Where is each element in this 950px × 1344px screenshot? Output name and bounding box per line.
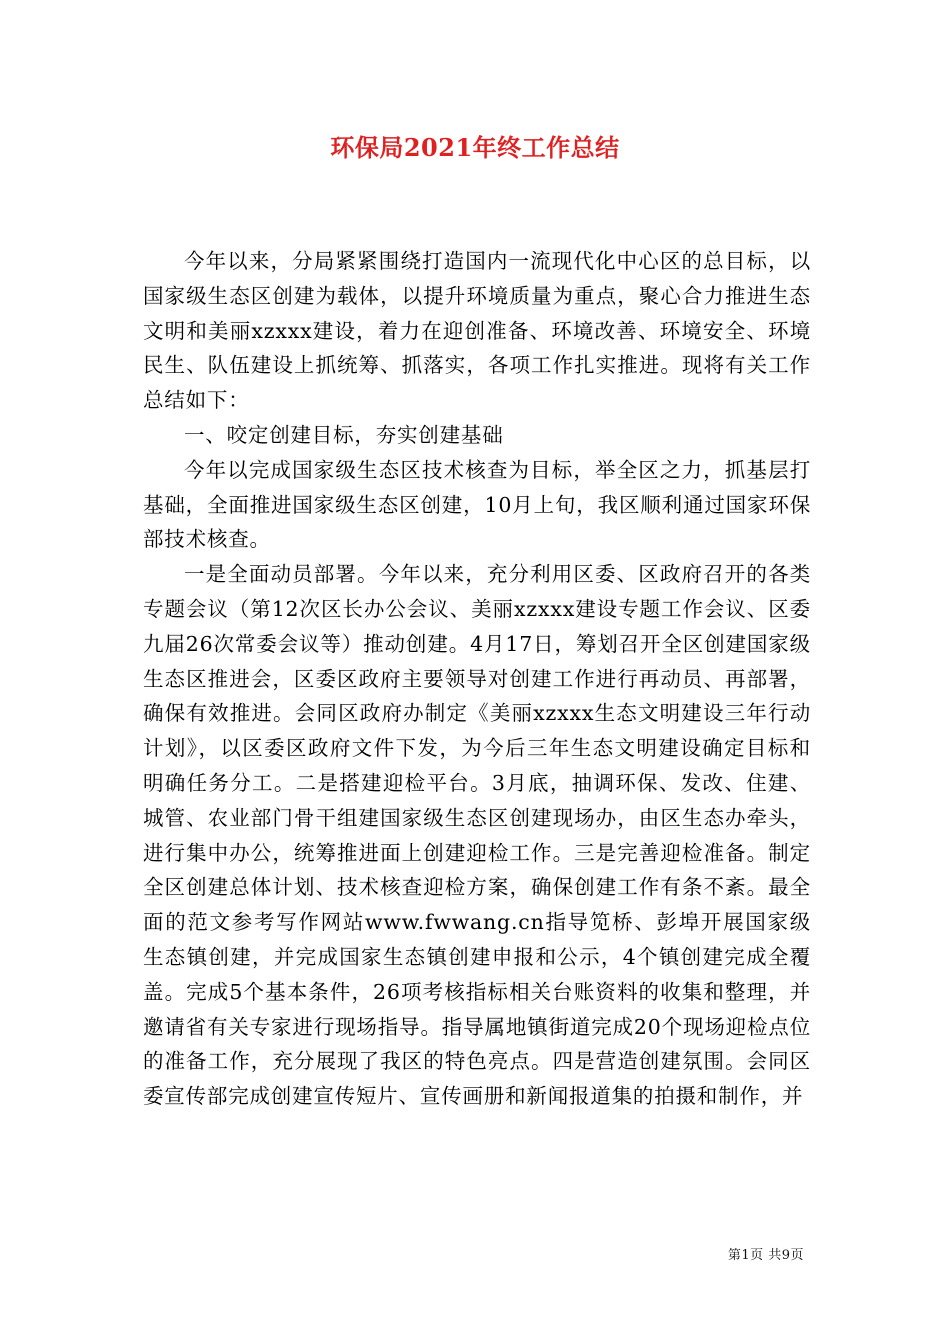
page-number: 第1页 共9页: [727, 1248, 804, 1263]
paragraph-section-1-details: 一是全面动员部署。今年以来，充分利用区委、区政府召开的各类专题会议（第12次区长办公会议、美丽xzxxx建设专题工作会议、区委九届26次常委会议等）推动创建。4月17日，筹划召开全区创建国家级生态区推进会，区委区政府主要领导对创建工作进行再动员、再部署，确保有效推进。会同区政府办制定《美丽xzxxx生态文明建设三年行动计划》，以区委区政府文件下发，为今后三年生态文明建设确定目标和明确任务分工。二是搭建迎检平台。3月底，抽调环保、发改、住建、城管、农业部门骨干组建国家级生态区创建现场办，由区生态办牵头，进行集中办公，统筹推进面上创建迎检工作。三是完善迎检准备。制定全区创建总体计划、技术核查迎检方案，确保创建工作有条不紊。最全面的范文参考写作网站www.fwwang.cn指导笕桥、彭埠开展国家级生态镇创建，并完成国家生态镇创建申报和公示，4个镇创建完成全覆盖。完成5个基本条件，26项考核指标相关台账资料的收集和整理，并邀请省有关专家进行现场指导。指导属地镇街道完成20个现场迎检点位的准备工作，充分展现了我区的特色亮点。四是营造创建氛围。会同区委宣传部完成创建宣传短片、宣传画册和新闻报道集的拍摄和制作，并: [143, 562, 811, 1109]
document-body: [143, 244, 811, 1114]
section-heading-1: 一、咬定创建目标，夯实创建基础: [184, 422, 504, 447]
document-title: 环保局2021年终工作总结: [330, 133, 620, 162]
paragraph-intro: 今年以来，分局紧紧围绕打造国内一流现代化中心区的总目标，以国家级生态区创建为载体，以提升环境质量为重点，聚心合力推进生态文明和美丽xzxxx建设，着力在迎创准备、环境改善、环境安全、环境民生、队伍建设上抓统筹、抓落实，各项工作扎实推进。现将有关工作总结如下：: [143, 249, 811, 413]
paragraph-section-1-summary: 今年以完成国家级生态区技术核查为目标，举全区之力，抓基层打基础，全面推进国家级生态区创建，10月上旬，我区顺利通过国家环保部技术核查。: [143, 457, 811, 552]
